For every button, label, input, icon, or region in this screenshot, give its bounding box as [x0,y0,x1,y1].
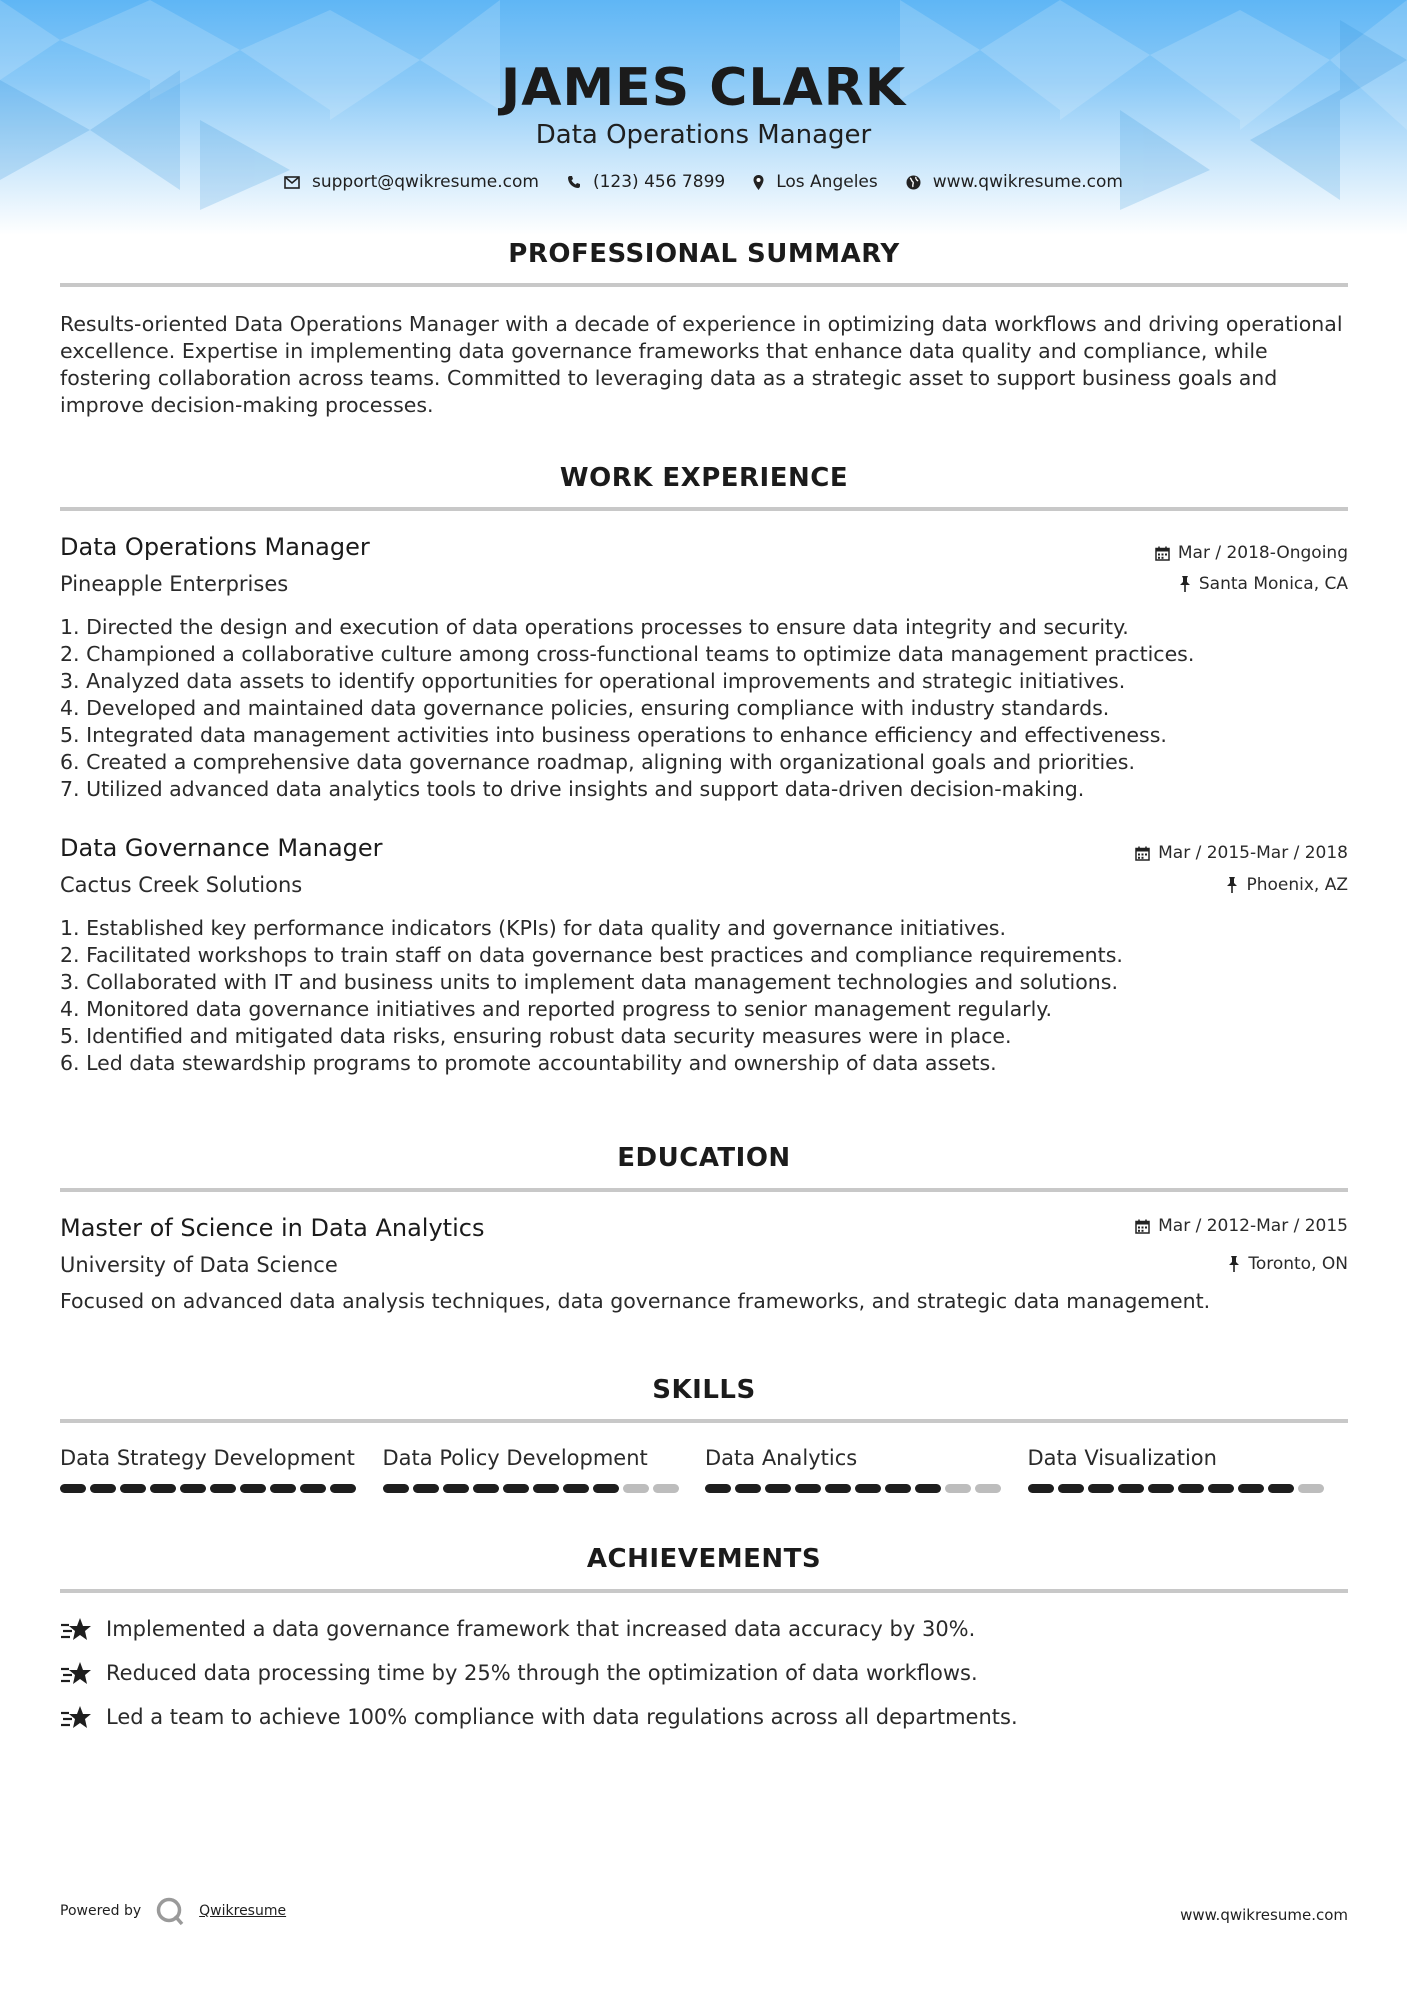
job-dates [1155,543,1348,563]
contact-phone-text: (123) 456 7899 [592,172,726,192]
footer-powered-by [60,1896,286,1926]
contact-email-text: support@qwikresume.com [312,172,539,192]
calendar-icon [1155,546,1170,561]
list-item: 3. Analyzed data assets to identify opportunities for operational improvements and strategic initiatives. [60,669,1126,693]
calendar-icon [1135,846,1150,861]
job-location [1179,574,1348,594]
job-company: Pineapple Enterprises [60,572,289,596]
skill-segment-filled [270,1484,296,1493]
skill-segment-filled [855,1484,881,1493]
pushpin-icon [1226,877,1238,893]
skills-heading: SKILLS [652,1375,756,1405]
skill-segment-empty [653,1484,679,1493]
job-responsibilities [60,915,1350,1077]
experience-heading: WORK EXPERIENCE [559,463,849,493]
skill-segment-filled [1148,1484,1174,1493]
skill-segment-filled [795,1484,821,1493]
contact-email[interactable] [284,172,539,192]
skills-divider [60,1419,1348,1423]
skill-segment-filled [330,1484,356,1493]
skill-level-bar [383,1484,706,1493]
skill-segment-filled [503,1484,529,1493]
shooting-star-icon [60,1704,92,1730]
skill-segment-filled [413,1484,439,1493]
shooting-star-icon [60,1616,92,1642]
achievement-text: Reduced data processing time by 25% through the optimization of data workflows. [106,1661,978,1685]
skill-level-bar [1028,1484,1351,1493]
skill-segment-filled [915,1484,941,1493]
skill-segment-empty [975,1484,1001,1493]
skill-segment-filled [1118,1484,1144,1493]
education-description: Focused on advanced data analysis techniques, data governance frameworks, and strategic data management. [60,1289,1211,1313]
education-heading: EDUCATION [617,1143,791,1173]
powered-by-label: Powered by [60,1903,142,1919]
skill-segment-filled [473,1484,499,1493]
list-item: 5. Identified and mitigated data risks, ensuring robust data security measures were in place. [60,1024,1012,1048]
skill-label: Data Visualization [1027,1446,1217,1470]
job-title: Data Operations Manager [60,533,370,561]
skill-segment-filled [1178,1484,1204,1493]
skill-level-bar [60,1484,383,1493]
list-item: 4. Monitored data governance initiatives and reported progress to senior management regularly. [60,997,1053,1021]
job-title: Data Governance Manager [60,834,383,862]
achievement-item [60,1704,1018,1730]
skill-item [705,1446,1028,1493]
summary-text: Results-oriented Data Operations Manager with a decade of experience in optimizing data workflows and driving operational excellence. Expertise in implementing data governance frameworks that enhance data quality and compliance, while fostering collaboration across teams. Committed to leveraging data as a strategic asset to support business goals and improve decision-making processes. [60,312,1343,417]
summary-heading: PROFESSIONAL SUMMARY [508,239,900,269]
experience-divider [60,507,1348,511]
qwikresume-logo-icon [155,1896,185,1926]
skill-label: Data Analytics [705,1446,858,1470]
skill-item [60,1446,383,1493]
education-dates-text: Mar / 2012-Mar / 2015 [1158,1216,1348,1236]
skill-segment-filled [240,1484,266,1493]
education-location [1228,1254,1348,1274]
skill-segment-filled [1058,1484,1084,1493]
skill-segment-filled [825,1484,851,1493]
list-item: 1. Established key performance indicators (KPIs) for data quality and governance initiatives. [60,916,1007,940]
list-item: 4. Developed and maintained data governance policies, ensuring compliance with industry standards. [60,696,1110,720]
skill-segment-filled [300,1484,326,1493]
skill-segment-filled [533,1484,559,1493]
contact-phone[interactable] [567,172,725,192]
education-dates [1135,1216,1348,1236]
skill-segment-filled [120,1484,146,1493]
job-responsibilities [60,614,1350,803]
skill-segment-filled [563,1484,589,1493]
skill-segment-filled [443,1484,469,1493]
skill-segment-filled [1208,1484,1234,1493]
skill-segment-filled [765,1484,791,1493]
skill-segment-filled [90,1484,116,1493]
school-name: University of Data Science [60,1253,338,1277]
skill-segment-filled [1088,1484,1114,1493]
list-item: 2. Facilitated workshops to train staff on data governance best practices and compliance requirements. [60,943,1123,967]
footer-website[interactable]: www.qwikresume.com [1180,1906,1348,1924]
candidate-role: Data Operations Manager [535,120,872,150]
contact-website-text: www.qwikresume.com [932,172,1123,192]
job-location [1226,875,1348,895]
contact-row [0,172,1407,192]
qwikresume-link[interactable]: Qwikresume [199,1903,287,1919]
skill-segment-empty [945,1484,971,1493]
skill-level-bar [705,1484,1028,1493]
education-location-text: Toronto, ON [1248,1254,1348,1274]
candidate-name: JAMES CLARK [500,58,907,118]
job-dates-text: Mar / 2015-Mar / 2018 [1158,843,1348,863]
skill-segment-filled [1028,1484,1054,1493]
job-dates [1135,843,1348,863]
skill-segment-filled [705,1484,731,1493]
list-item: 5. Integrated data management activities into business operations to enhance efficiency and effectiveness. [60,723,1167,747]
list-item: 2. Championed a collaborative culture among cross-functional teams to optimize data management practices. [60,642,1195,666]
achievement-item [60,1616,975,1642]
pushpin-icon [1179,576,1191,592]
pushpin-icon [1228,1256,1240,1272]
achievement-text: Implemented a data governance framework that increased data accuracy by 30%. [106,1617,976,1641]
job-location-text: Phoenix, AZ [1246,875,1348,895]
summary-divider [60,283,1348,287]
skill-label: Data Strategy Development [60,1446,355,1470]
skills-list [60,1446,1350,1493]
skill-item [1028,1446,1351,1493]
contact-website[interactable] [906,172,1123,192]
contact-location [753,172,878,192]
skill-segment-filled [1268,1484,1294,1493]
skill-segment-filled [150,1484,176,1493]
skill-segment-filled [735,1484,761,1493]
contact-location-text: Los Angeles [776,172,878,192]
achievement-text: Led a team to achieve 100% compliance with data regulations across all departments. [106,1705,1018,1729]
skill-segment-filled [210,1484,236,1493]
job-location-text: Santa Monica, CA [1198,574,1348,594]
phone-icon [567,175,581,189]
skill-segment-filled [885,1484,911,1493]
skill-segment-filled [383,1484,409,1493]
shooting-star-icon [60,1660,92,1686]
job-company: Cactus Creek Solutions [60,873,303,897]
list-item: 3. Collaborated with IT and business units to implement data management technologies and solutions. [60,970,1118,994]
education-divider [60,1188,1348,1192]
list-item: 1. Directed the design and execution of data operations processes to ensure data integrity and security. [60,615,1129,639]
list-item: 6. Created a comprehensive data governance roadmap, aligning with organizational goals and priorities. [60,750,1135,774]
skill-segment-filled [60,1484,86,1493]
skill-item [383,1446,706,1493]
globe-icon [906,175,921,190]
envelope-icon [284,176,300,189]
degree-title: Master of Science in Data Analytics [60,1214,485,1242]
calendar-icon [1135,1219,1150,1234]
map-pin-icon [753,175,764,190]
achievements-heading: ACHIEVEMENTS [586,1544,822,1574]
skill-label: Data Policy Development [382,1446,648,1470]
skill-segment-empty [623,1484,649,1493]
skill-segment-empty [1298,1484,1324,1493]
job-dates-text: Mar / 2018-Ongoing [1177,543,1348,563]
skill-segment-filled [180,1484,206,1493]
list-item: 7. Utilized advanced data analytics tools to drive insights and support data-driven decision-making. [60,777,1085,801]
achievement-item [60,1660,978,1686]
skill-segment-filled [593,1484,619,1493]
list-item: 6. Led data stewardship programs to promote accountability and ownership of data assets. [60,1051,997,1075]
skill-segment-filled [1238,1484,1264,1493]
achievements-divider [60,1589,1348,1593]
